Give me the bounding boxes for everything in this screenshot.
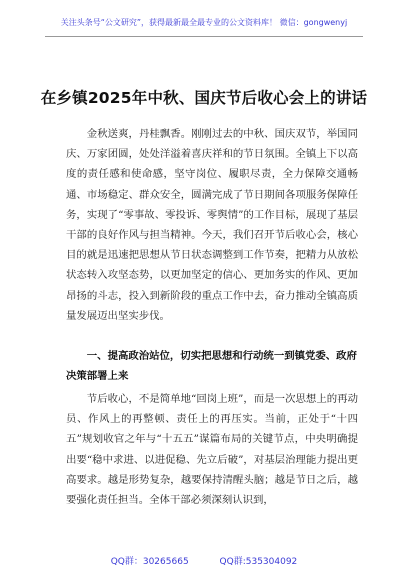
header-note: 关注头条号“公文研究”，获得最新最全最专业的公文资料库！ 微信：gongwenyj xyxy=(60,18,348,27)
footer-qq-group-1: QQ群：30265665 xyxy=(110,557,189,567)
paragraph-1: 金秋送爽，丹桂飘香。刚刚过去的中秋、国庆双节，举国同庆、万家团圆，处处洋溢着喜庆祥和的节日氛围。全镇上下以高度的责任感和使命感，坚守岗位、履职尽责，全力保障交通畅通、市场稳定、群众安全，圆满完成了节日期间各项服务保障任务，实现了“零事故、零投诉、零舆情”的工作目标，展现了基层干部的良好作风与担当精神。今天，我们召开节后收心会，核心目的就是迅速把思想从节日状态调整到工作节奏，把精力从放松状态转入攻坚态势，以更加坚定的信心、更加务实的作风、更加昂扬的斗志，投入到新阶段的重点工作中去，奋力推动全镇高质量发展迈出坚实步伐。 xyxy=(66,128,358,322)
document-title: 在乡镇2025年中秋、国庆节后收心会上的讲话 xyxy=(40,89,368,107)
paragraph-2: 节后收心，不是简单地“回岗上班”，而是一次思想上的再动员、作风上的再整顿、责任上的再压实。当前，正处于“十四五”规划收官之年与“十五五”谋篇布局的关键节点，中央明确提出要“稳中求进、以进促稳、先立后破”，对基层治理能力提出更高要求。越是形势复杂，越要保持清醒头脑；越是节日之后，越要强化责任担当。全体干部必须深刻认识到， xyxy=(66,393,358,507)
footer-qq-group-2: QQ群:535304092 xyxy=(219,557,298,567)
section-heading-1: 一、提高政治站位，切实把思想和行动统一到镇党委、政府决策部署上来 xyxy=(66,350,357,383)
header-divider xyxy=(45,36,363,37)
footer xyxy=(0,554,408,567)
